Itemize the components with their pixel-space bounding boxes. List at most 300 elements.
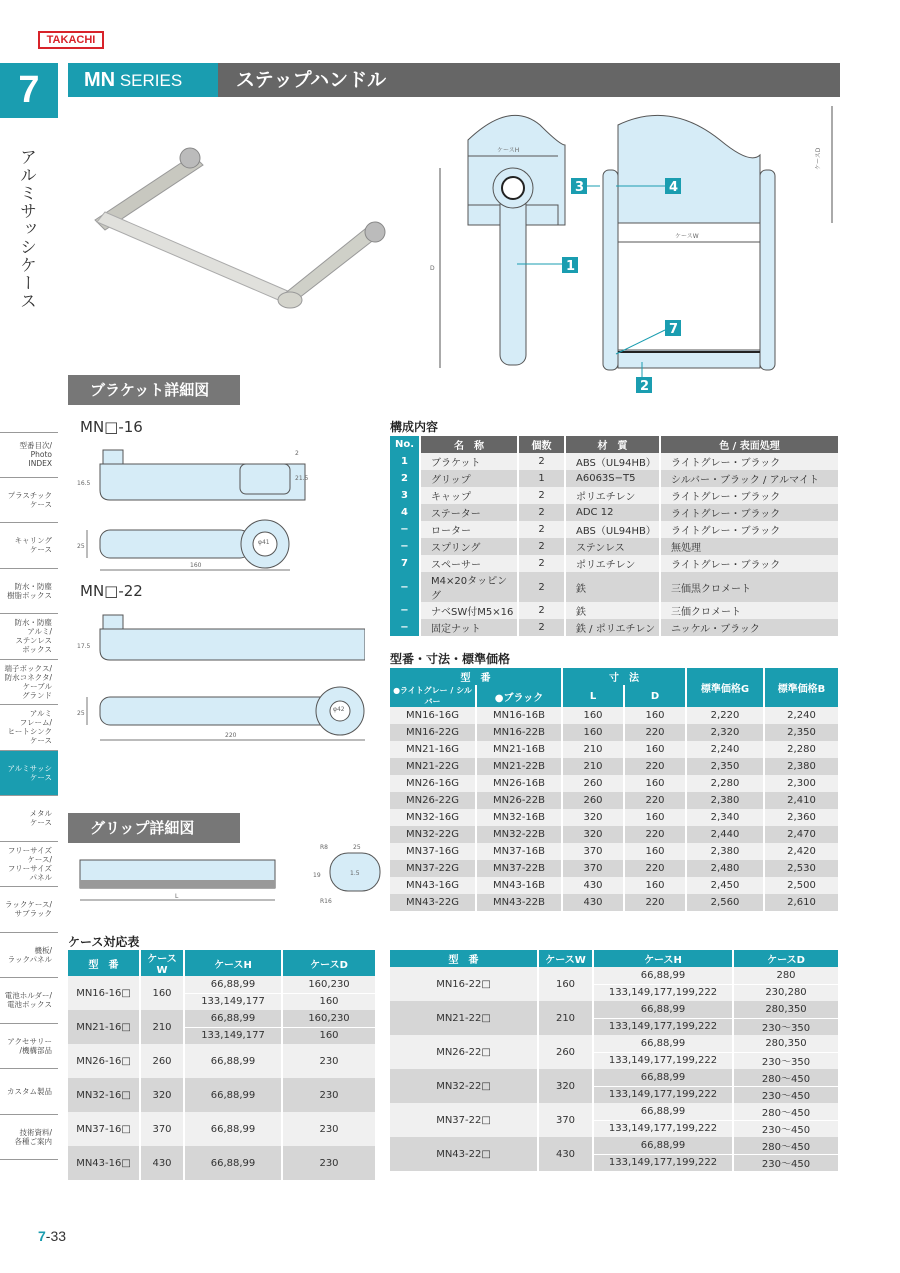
case-d: 230 (282, 1078, 376, 1112)
handle-illustration (95, 148, 385, 308)
table-row (390, 877, 839, 894)
case-w-label: ケースW (675, 233, 699, 240)
parts-cell: − (390, 521, 420, 538)
grip-len-label: L (175, 893, 179, 900)
table-row (390, 602, 839, 619)
price-cell: 220 (624, 860, 686, 877)
case-model: MN37-16□ (68, 1112, 140, 1146)
parts-cell: 鉄 (565, 602, 660, 619)
assembly-diagram (420, 100, 840, 400)
parts-cell: 3 (390, 487, 420, 504)
parts-cell: ポリエチレン (565, 555, 660, 572)
callout-4: 4 (669, 180, 679, 195)
price-cell: 2,610 (764, 894, 839, 911)
price-cell: MN16-22B (476, 724, 562, 741)
case-d: 230〜450 (733, 1120, 839, 1137)
parts-cell: 2 (390, 470, 420, 487)
price-cell: 2,530 (764, 860, 839, 877)
dim-17-5: 17.5 (77, 643, 91, 650)
h-price-b: 標準価格B (764, 668, 839, 707)
parts-cell: 鉄 / ポリエチレン (565, 619, 660, 636)
dim-21-5-a: 21.5 (295, 475, 309, 482)
price-cell: 2,560 (686, 894, 764, 911)
price-cell: 2,480 (686, 860, 764, 877)
case-header: ケースD (282, 950, 376, 976)
price-cell: 220 (624, 826, 686, 843)
case-d: 230〜450 (733, 1154, 839, 1171)
table-row (390, 775, 839, 792)
bracket-detail-title: ブラケット詳細図 (68, 375, 240, 405)
case-h: 133,149,177,199,222 (593, 984, 733, 1001)
case-w: 320 (140, 1078, 184, 1112)
parts-cell: 三価クロメート (660, 602, 839, 619)
price-cell: 2,240 (686, 741, 764, 758)
case-d: 280,350 (733, 1001, 839, 1018)
parts-cell: 2 (518, 504, 565, 521)
price-cell: 160 (624, 877, 686, 894)
table-row (390, 967, 839, 984)
price-cell: 2,240 (764, 707, 839, 724)
table-row (390, 707, 839, 724)
case-model: MN32-22□ (390, 1069, 538, 1103)
parts-cell: ブラケット (420, 453, 518, 470)
case-h: 66,88,99 (184, 976, 282, 993)
price-cell: 2,350 (686, 758, 764, 775)
case-d: 230 (282, 1146, 376, 1180)
parts-cell: ライトグレー・ブラック (660, 487, 839, 504)
series-label (68, 63, 218, 97)
parts-cell: ナベSW付M5×16 (420, 602, 518, 619)
price-cell: 260 (562, 792, 624, 809)
price-cell: MN32-16B (476, 809, 562, 826)
price-cell: MN26-22G (390, 792, 476, 809)
price-cell: 430 (562, 894, 624, 911)
table-row (390, 453, 839, 470)
case-h: 133,149,177,199,222 (593, 1154, 733, 1171)
dim-phi41: φ41 (258, 539, 270, 546)
case-h: 66,88,99 (184, 1146, 282, 1180)
h-price-g: 標準価格G (686, 668, 764, 707)
callout-2: 2 (640, 379, 650, 394)
price-cell: 220 (624, 894, 686, 911)
callout-7: 7 (669, 322, 679, 337)
price-cell: 2,350 (764, 724, 839, 741)
case-h: 66,88,99 (184, 1010, 282, 1027)
sidebar-item[interactable]: アクセサリー /機構部品 (0, 1024, 58, 1070)
case-d: 160,230 (282, 976, 376, 993)
price-cell: 260 (562, 775, 624, 792)
chapter-number: 7 (0, 63, 58, 118)
parts-cell: 2 (518, 602, 565, 619)
price-cell: MN43-16B (476, 877, 562, 894)
table-row (390, 538, 839, 555)
parts-cell: 鉄 (565, 572, 660, 602)
parts-cell: 2 (518, 555, 565, 572)
case-d: 280 (733, 967, 839, 984)
grip-drawings (65, 835, 395, 910)
parts-cell: A6063S−T5 (565, 470, 660, 487)
parts-cell: ローター (420, 521, 518, 538)
price-cell: 2,500 (764, 877, 839, 894)
grip-h19: 19 (313, 872, 321, 879)
sidebar-item[interactable]: メタル ケース (0, 796, 58, 842)
case-header: ケースW (140, 950, 184, 976)
case-model: MN16-22□ (390, 967, 538, 1001)
case-d: 230〜350 (733, 1018, 839, 1035)
price-cell: 430 (562, 877, 624, 894)
sidebar-item[interactable]: ラックケース/ サブラック (0, 887, 58, 933)
case-d: 230 (282, 1112, 376, 1146)
sidebar-item[interactable]: 防水・防塵 樹脂ボックス (0, 569, 58, 615)
parts-cell: ライトグレー・ブラック (660, 453, 839, 470)
price-cell: 320 (562, 809, 624, 826)
price-table (390, 668, 840, 911)
grip-t15: 1.5 (350, 870, 360, 877)
case-h: 133,149,177 (184, 993, 282, 1010)
case-w: 320 (538, 1069, 593, 1103)
price-cell: 370 (562, 860, 624, 877)
parts-cell: ステーター (420, 504, 518, 521)
table-row (390, 809, 839, 826)
price-cell: 370 (562, 843, 624, 860)
price-cell: MN21-16G (390, 741, 476, 758)
price-cell: 2,470 (764, 826, 839, 843)
parts-cell: ABS（UL94HB） (565, 521, 660, 538)
grip-r8: R8 (320, 844, 328, 851)
price-cell: 2,420 (764, 843, 839, 860)
case-w: 430 (140, 1146, 184, 1180)
table-row (390, 504, 839, 521)
case-h: 66,88,99 (593, 967, 733, 984)
case-h: 66,88,99 (593, 1069, 733, 1086)
case-table-left (68, 950, 377, 1180)
case-h: 133,149,177 (184, 1027, 282, 1044)
case-h: 66,88,99 (184, 1078, 282, 1112)
case-d: 230,280 (733, 984, 839, 1001)
price-cell: MN16-16B (476, 707, 562, 724)
price-cell: 160 (624, 775, 686, 792)
price-cell: MN26-16B (476, 775, 562, 792)
parts-cell: スペーサー (420, 555, 518, 572)
price-cell: 220 (624, 758, 686, 775)
price-cell: 160 (624, 843, 686, 860)
sidebar-item[interactable]: 防水・防塵 アルミ/ ステンレス ボックス (0, 614, 58, 660)
price-cell: 2,360 (764, 809, 839, 826)
h-d: D (624, 685, 686, 707)
case-model: MN43-22□ (390, 1137, 538, 1171)
table-row (390, 521, 839, 538)
price-cell: 210 (562, 741, 624, 758)
table-row (390, 843, 839, 860)
case-w: 430 (538, 1137, 593, 1171)
table-row (390, 758, 839, 775)
price-cell: 2,450 (686, 877, 764, 894)
table-row (390, 1069, 839, 1086)
table-row (390, 860, 839, 877)
case-model: MN16-16□ (68, 976, 140, 1010)
case-d: 280〜450 (733, 1137, 839, 1154)
case-w: 370 (538, 1103, 593, 1137)
case-h: 66,88,99 (593, 1103, 733, 1120)
grip-r16: R16 (320, 898, 332, 905)
parts-cell: ABS（UL94HB） (565, 453, 660, 470)
parts-cell: 1 (390, 453, 420, 470)
price-cell: MN21-22G (390, 758, 476, 775)
parts-cell: 2 (518, 619, 565, 636)
page-num: -33 (45, 1228, 67, 1244)
parts-cell: 2 (518, 521, 565, 538)
cases-title: ケース対応表 (68, 935, 140, 949)
price-cell: 2,340 (686, 809, 764, 826)
d-label: D (430, 265, 435, 272)
dim-phi42: φ42 (333, 706, 345, 713)
price-cell: 2,320 (686, 724, 764, 741)
table-row (390, 1035, 839, 1052)
sidebar-item[interactable]: 技術資料/ 各種ご案内 (0, 1115, 58, 1161)
parts-header: No. (390, 436, 420, 453)
parts-cell: − (390, 538, 420, 555)
case-header: ケースH (593, 950, 733, 967)
case-h: 66,88,99 (184, 1112, 282, 1146)
parts-cell: 7 (390, 555, 420, 572)
price-cell: MN21-22B (476, 758, 562, 775)
case-model: MN43-16□ (68, 1146, 140, 1180)
page-chapter: 7 (38, 1228, 46, 1244)
price-cell: 160 (562, 724, 624, 741)
price-cell: 2,410 (764, 792, 839, 809)
case-d: 160,230 (282, 1010, 376, 1027)
case-w: 160 (140, 976, 184, 1010)
price-cell: MN43-22G (390, 894, 476, 911)
callout-3: 3 (575, 180, 585, 195)
case-model: MN21-22□ (390, 1001, 538, 1035)
case-h-label: ケースH (497, 147, 520, 154)
table-row (390, 741, 839, 758)
price-cell: MN37-22G (390, 860, 476, 877)
chapter-title: アルミサッシケース (16, 148, 36, 310)
price-cell: MN16-16G (390, 707, 476, 724)
price-cell: MN37-22B (476, 860, 562, 877)
parts-header: 材 質 (565, 436, 660, 453)
case-d-label: ケースD (815, 147, 822, 170)
parts-cell: ライトグレー・ブラック (660, 555, 839, 572)
parts-cell: ライトグレー・ブラック (660, 521, 839, 538)
parts-cell: 1 (518, 470, 565, 487)
price-cell: MN43-22B (476, 894, 562, 911)
case-d: 230 (282, 1044, 376, 1078)
parts-cell: − (390, 572, 420, 602)
case-h: 133,149,177,199,222 (593, 1052, 733, 1069)
parts-cell: − (390, 619, 420, 636)
parts-cell: シルバー・ブラック / アルマイト (660, 470, 839, 487)
case-h: 66,88,99 (593, 1035, 733, 1052)
price-cell: 2,380 (686, 843, 764, 860)
parts-cell: ポリエチレン (565, 487, 660, 504)
price-cell: 160 (562, 707, 624, 724)
h-model: 型 番 (390, 668, 562, 685)
dim-160: 160 (190, 562, 202, 569)
sidebar-item[interactable]: キャリング ケース (0, 523, 58, 569)
case-h: 66,88,99 (184, 1044, 282, 1078)
price-cell: 2,440 (686, 826, 764, 843)
case-w: 370 (140, 1112, 184, 1146)
price-cell: MN43-16G (390, 877, 476, 894)
price-cell: 210 (562, 758, 624, 775)
price-cell: MN32-22B (476, 826, 562, 843)
price-cell: 160 (624, 809, 686, 826)
table-row (390, 792, 839, 809)
table-row (390, 555, 839, 572)
dim-25-b: 25 (77, 710, 85, 717)
sidebar-item[interactable]: 端子ボックス/ 防水コネクタ/ ケーブル グランド (0, 660, 58, 706)
case-model: MN26-22□ (390, 1035, 538, 1069)
parts-cell: 三価黒クロメート (660, 572, 839, 602)
price-cell: 220 (624, 724, 686, 741)
sidebar-item[interactable]: アルミ フレーム/ ヒートシンク ケース (0, 705, 58, 751)
price-cell: MN16-22G (390, 724, 476, 741)
price-cell: MN26-22B (476, 792, 562, 809)
page-number (38, 1228, 66, 1244)
price-cell: MN32-16G (390, 809, 476, 826)
sidebar-item[interactable]: アルミサッシ ケース (0, 751, 58, 797)
prices-title: 型番・寸法・標準価格 (390, 652, 511, 666)
parts-cell: グリップ (420, 470, 518, 487)
mn16-label: MN□-16 (80, 418, 143, 436)
price-cell: MN37-16G (390, 843, 476, 860)
price-cell: 2,220 (686, 707, 764, 724)
table-row (390, 1103, 839, 1120)
table-row (68, 1010, 376, 1027)
case-w: 160 (538, 967, 593, 1001)
case-h: 133,149,177,199,222 (593, 1018, 733, 1035)
case-model: MN37-22□ (390, 1103, 538, 1137)
case-model: MN26-16□ (68, 1044, 140, 1078)
sidebar-item[interactable]: 電池ホルダー/ 電池ボックス (0, 978, 58, 1024)
sidebar-item[interactable]: プラスチック ケース (0, 478, 58, 524)
parts-cell: キャップ (420, 487, 518, 504)
page-title: ステップハンドル (218, 63, 840, 97)
bracket-drawings (65, 440, 365, 750)
case-d: 280,350 (733, 1035, 839, 1052)
case-h: 133,149,177,199,222 (593, 1120, 733, 1137)
parts-cell: 4 (390, 504, 420, 521)
table-row (390, 894, 839, 911)
case-header: 型 番 (68, 950, 140, 976)
price-cell: 2,300 (764, 775, 839, 792)
case-d: 160 (282, 993, 376, 1010)
case-model: MN21-16□ (68, 1010, 140, 1044)
price-cell: MN37-16B (476, 843, 562, 860)
parts-title: 構成内容 (390, 420, 439, 434)
sidebar-item[interactable]: カスタム製品 (0, 1069, 58, 1115)
price-cell: 2,380 (764, 758, 839, 775)
parts-cell: 固定ナット (420, 619, 518, 636)
price-cell: 2,280 (764, 741, 839, 758)
case-header: ケースW (538, 950, 593, 967)
parts-cell: − (390, 602, 420, 619)
table-row (68, 1112, 376, 1146)
price-cell: 160 (624, 707, 686, 724)
case-w: 210 (538, 1001, 593, 1035)
case-w: 210 (140, 1010, 184, 1044)
table-row (390, 487, 839, 504)
grip-w25: 25 (353, 844, 361, 851)
table-row (390, 1001, 839, 1018)
case-table-right (390, 950, 840, 1171)
parts-header: 名 称 (420, 436, 518, 453)
sidebar-nav (0, 432, 58, 1160)
h-gray: ●ライトグレー / シルバー (390, 685, 476, 707)
dim-2-a: 2 (295, 450, 299, 457)
parts-cell: ADC 12 (565, 504, 660, 521)
takachi-logo: TAKACHI (38, 31, 104, 49)
price-cell: 2,380 (686, 792, 764, 809)
case-h: 66,88,99 (593, 1137, 733, 1154)
grip-detail-title: グリップ詳細図 (68, 813, 240, 843)
case-d: 280〜450 (733, 1069, 839, 1086)
price-cell: 2,280 (686, 775, 764, 792)
sidebar-item[interactable]: フリーサイズ ケース/ フリーサイズ パネル (0, 842, 58, 888)
price-cell: 220 (624, 792, 686, 809)
product-photo (75, 130, 405, 330)
parts-cell: M4×20タッピング (420, 572, 518, 602)
case-w: 260 (538, 1035, 593, 1069)
case-header: ケースD (733, 950, 839, 967)
h-l: L (562, 685, 624, 707)
table-row (390, 724, 839, 741)
dim-25-a: 25 (77, 543, 85, 550)
dim-16-5: 16.5 (77, 480, 91, 487)
parts-header: 個数 (518, 436, 565, 453)
callout-1: 1 (566, 259, 576, 274)
h-black: ●ブラック (476, 685, 562, 707)
mn22-label: MN□-22 (80, 582, 143, 600)
price-cell: MN26-16G (390, 775, 476, 792)
price-cell: MN21-16B (476, 741, 562, 758)
case-w: 260 (140, 1044, 184, 1078)
parts-cell: スプリング (420, 538, 518, 555)
case-h: 133,149,177,199,222 (593, 1086, 733, 1103)
table-row (68, 1146, 376, 1180)
table-row (68, 1078, 376, 1112)
table-row (68, 1044, 376, 1078)
table-row (390, 572, 839, 602)
series-bold: MN (84, 69, 116, 91)
case-d: 230〜350 (733, 1052, 839, 1069)
table-row (390, 826, 839, 843)
parts-table (390, 436, 840, 636)
case-header: 型 番 (390, 950, 538, 967)
table-row (390, 1137, 839, 1154)
dim-220: 220 (225, 732, 237, 739)
table-row (390, 470, 839, 487)
parts-cell: 2 (518, 487, 565, 504)
parts-cell: ライトグレー・ブラック (660, 504, 839, 521)
sidebar-item[interactable]: 機板/ ラックパネル (0, 933, 58, 979)
case-h: 66,88,99 (593, 1001, 733, 1018)
parts-cell: 無処理 (660, 538, 839, 555)
case-d: 160 (282, 1027, 376, 1044)
price-cell: 160 (624, 741, 686, 758)
parts-cell: ステンレス (565, 538, 660, 555)
case-d: 280〜450 (733, 1103, 839, 1120)
case-model: MN32-16□ (68, 1078, 140, 1112)
price-cell: 320 (562, 826, 624, 843)
case-header: ケースH (184, 950, 282, 976)
sidebar-item[interactable]: 型番目次/ Photo INDEX (0, 432, 58, 478)
table-row (390, 619, 839, 636)
price-cell: MN32-22G (390, 826, 476, 843)
